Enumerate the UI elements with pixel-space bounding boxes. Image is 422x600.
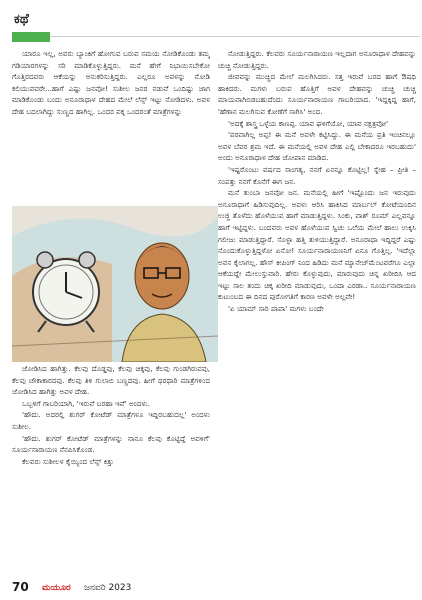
paragraph: ಮನೆ ತುಂಬಾ ಜನವೋ ಜನ. ಮನೆಯಲ್ಲಿ ಹೀಗೆ 'ಇಷ್ಟೊಂದು ಜನ ಇರುವುದು ಅನೂರಾಧಾಗೆ ಹಿಡಿಸುವುದಿಲ್ಲ. ಅವಳು ಆರಿಸಿ ಹಾಕಿಸಿದ ಮಾರ್ಬಲ್ ಕೋಟೆಯಂದಿನ ಉಜ್ಜಿ ತೊಳೆದು ಹೊಳೆಯುವ ಹಾಗೆ ಮಾಡುತ್ತಿದ್ದಳು. ಸಿಂಕು, ವಾಶ್ ರೂಮ್ ಎಲ್ಲವನ್ನೂ ಹಾಗೆ ಇಟ್ಟಿದ್ದಳು. ಬಂದವರು ಅವಳ ಹೊಳೆಯುವ ಸ್ವಿಚು ಒಲೆಯ ಮೇಲೆ ಹಾಲು ಉಕ್ಕಿಸಿ ಗಲೀಜು ಮಾಡುತ್ತಿದ್ದಾರೆ. ಸೊಳ್ಳಾ ಹತ್ತಿ ತುಳಿಯುತ್ತಿದ್ದಾರೆ. ಅನೂರಾಧಾ ಇದ್ದಿದ್ದರೆ ಎಷ್ಟು ನೊಂದುಕೊಳ್ಳುತ್ತಿದ್ದಳೋ ಏನೋ! ಸೂರ್ಯನಾರಾಯಣನಿಗೆ ಏನೂ ಗೊತ್ತಿಲ್ಲ. 'ಇದೆಲ್ಲಾ ಅವನ ಕೈಲಾಗಲ್ಲ. ಹೌಸ್ ಕೀಪಿಂಗ್ ನಿಂದ ಹಿಡಿದು ಮನೆ ಮ್ಯಾನೇಜ್‌ಮೆಂಟವರೆಗೂ ಎಲ್ಲಾ ಆಕೆಯದ್ದೇ ಮೇಲುಸ್ತುವಾರಿ. ಹೇರು ಕೊಳ್ಳುವುದು, ಮಾರುವುದು ಚಿನ್ನ ಖರೀದಿಸಿ ಆದ ಇಟ್ಟು ಸಾಲ ತಂದು ಚಿಕ್ಕ ಖರೀದಿ ಮಾಡುವುದು, ಒಂದಾ ಎರಡಾ.. ಸೂರ್ಯನಾರಾಯಣ ಕುಟುಂಬದ ಈ ದಿನದ ಪುರೋಗತಿಗೆ ಕಾರಣ ಅವಳೇ ಅಲ್ಲವೇ! bbox=[218, 188, 416, 302]
header-accent-bar bbox=[12, 32, 50, 42]
page-number: 70 bbox=[12, 580, 29, 594]
paragraph: ಒಬ್ಬಳಿಗೆ ಗಾಬರಿಯಾಗಿ, 'ಇರುವೆ ಬರಹಾ ಇವೆ' ಅಂದಳು. bbox=[22, 398, 150, 408]
paragraph: ಜೀವವನ್ನು ಮುಚ್ಚಿದ ಮೇಲೆ ಮಲಗಿಸಿದರು. ಸತ್ತ ಇರುವೆ ಬರದ ಹಾಗೆ ಔಷಧಿ ಹಾಕಿದರು. ಮಗಳು ಬರುವ ಹೊತ್ತಿಗೆ ಅವಳ ದೇಹವನ್ನು ಚುಚ್ಚಿ ಚುಚ್ಚಿ ಮಾಯವಾಗಿಬಿಡಬಹುದೆಂದು ಸೂರ್ಯನಾರಾಯಣ ಗಾಬರಿಯಾದ. 'ಇದ್ದಕ್ಕಿದ್ದ ಹಾಗೆ, 'ಹೆಣಾನ ಮಲಗಿಸುವ ಕೋಣೆಗೆ ಸಾಗಿಸಿ' ಅಂದ. bbox=[218, 72, 416, 116]
paragraph: ನೋಡುತ್ತಿದ್ದರು. ಕೆಲವರು ಸೂರ್ಯನಾರಾಯಣ ಇಲ್ಲದಾಗ ಅನೂರಾಧಾಳ ದೇಹವನ್ನು ಚುಚ್ಚಿ ನೋಡುತ್ತಿದ್ದರು. bbox=[218, 49, 416, 70]
left-column-top-text bbox=[12, 48, 210, 206]
paragraph: 'ಏ ಯಾಮ್ ಸಾರಿ ಪಾಪಾ' ಮಗಳು ಬಂದೇ bbox=[228, 304, 324, 314]
paragraph: ಕೆಲವರು ಸುಶೀಲಳ ಕೈಯ್ಯಿಂದ ಲೆನ್ಸ್ ಕಿತ್ತು bbox=[22, 456, 114, 466]
issue-date: ಜನವರಿ 2023 bbox=[84, 583, 132, 593]
paragraph: ಜೋಡಿಸಿದ ಹಾಗಿತ್ತು. ಕೆಲವು ದೊಡ್ಡವು, ಕೆಲವು ಚಿಕ್ಕವು, ಕೆಲವು ಗುಂಡಗಿರುವವು, ಕೆಲವು ಚೌಕಾಕಾರದವು. ಕೆಲವು ತಿಳಿ ಗುಲಾಬಿ ಬಣ್ಣದವು. ಹೀಗೆ ಥರಥಾರಿ ಮಾತ್ರೆಗಳಿಂದ ಜೋಡಿಸಿದ ಹಾಗಿತ್ತು ಅವಳ ದೇಹ. bbox=[12, 364, 210, 397]
paragraph: ಯಾರೂ ಇಲ್ಲ, ಅವರು ಬ್ಯಾಂಕಿಗೆ ಹೋಗುವ ಬರುವ ಸಮಯ ನೋಡಿಕೊಂಡು ತಮ್ಮ ಗಡಿಯಾರಗಳನ್ನು ಸರಿ ಮಾಡಿಕೊಳ್ಳುತ್ತಿದ್ದರು. ಮನೆ ಹೇಗೆ ನಿಭಾಯಿಸಬೇಕೋ ಗೊತ್ತಿರದವರು ಆಕೆಯನ್ನು ಅನುಕರಿಸುತ್ತಿದ್ದರು. ಎಲ್ಲರೂ ಅವಳನ್ನು ನೋಡಿ ಕಲಿಯುವವರೇ...ಹಾಗೆ ಎಷ್ಟು ಜನವೋ! ಸುಶೀಲ ಜನರ ನಡುವೆ ಒಂದಿಷ್ಟು ಜಾಗ ಮಾಡಿಕೊಂಡು ಬಂದು ಅನೂರಾಧಾಳ ದೇಹದ ಮೇಲೆ ಲೆನ್ಸ್ ಇಟ್ಟು ನೋಡಿದಳು. ಅವಳ ದೇಹ ಬದಲಾಗಿದ್ದು ಸುಣ್ಣದ ಹಾಗಿಲ್ಲ. ಒಂದರ ಪಕ್ಕ ಒಂದರಂತೆ ಮಾತ್ರೆಗಳನ್ನು bbox=[12, 49, 210, 116]
section-title: ಕಥೆ bbox=[14, 12, 29, 27]
paragraph: 'ಅದಕ್ಕೆ ಶಾಸ್ತ್ರ ಒಳ್ಳೆಯ ಕಾಣಪ್ಪ. ಯಾವ ಘಳಿಗೆಯೋ, ಯಾವ ನಕ್ಷತ್ರವೋ' bbox=[228, 118, 389, 128]
illustration-art bbox=[12, 206, 218, 362]
page-header bbox=[8, 4, 414, 44]
right-column-text bbox=[218, 48, 416, 580]
page-footer bbox=[12, 578, 416, 596]
story-illustration bbox=[12, 206, 218, 362]
paragraph: 'ಇಷ್ಟರೊಂಟು ವರ್ಷದ ಸಾಂಗತ್ಯ, ನನಗೆ ಏನನ್ನೂ ಕೊಟ್ಟಿಲ್ಲ! ಸ್ನೇಹ – ಪ್ರೀತಿ – ಸಂಪತ್ತು ನನಗೆ ಕೊನೆಗೆ ಈಗ ಜನ. bbox=[218, 164, 416, 186]
paragraph: 'ಹೌದು. ಶುಗರ್ ಕೋಟೆಡ್ ಮಾತ್ರೆಗಳನ್ನು ನಾನೂ ಕೆಲವು ಕೊಟ್ಟಿದ್ದೆ ಅವಳಿಗೆ' ಸೂರ್ಯನಾರಾಯಣ ನೆನಪಿಸಿಕೊಂಡ. bbox=[12, 433, 210, 455]
magazine-brand: ಮಯೂರ bbox=[42, 583, 71, 593]
left-column-bottom-text bbox=[12, 363, 210, 578]
paragraph: 'ಹೌದು. ಅದರಲ್ಲಿ ಶುಗರ್ ಕೋಟೆಡ್ ಮಾತ್ರೆಗಳೂ ಇದ್ದಿರಬಹುದಲ್ಲ' ಅಂದಳು ಸುಶೀಲ. bbox=[12, 410, 210, 431]
paragraph: 'ಪರವಾಗಿಲ್ಲ ಅಪ್ಪ! ಈ ಮನೆ ಅವಳೇ ಕಟ್ಟಿಸಿದ್ದು. ಈ ಮನೆಯ ಪ್ರತಿ ಇಂಚಿನಲ್ಲೂ ಅವಳ ಬೆವರ ಶ್ರಮ ಇದೆ. ಈ ಮನೆಯಲ್ಲಿ ಅವಳ ದೇಹ ಎಲ್ಲಿ ಬೇಕಾದರೂ ಇರಬಹುದು' ಅಂದು ಅನೂರಾಧಾಳ ದೇಹ ಜೋಪಾನ ಮಾಡಿದ. bbox=[218, 130, 416, 163]
